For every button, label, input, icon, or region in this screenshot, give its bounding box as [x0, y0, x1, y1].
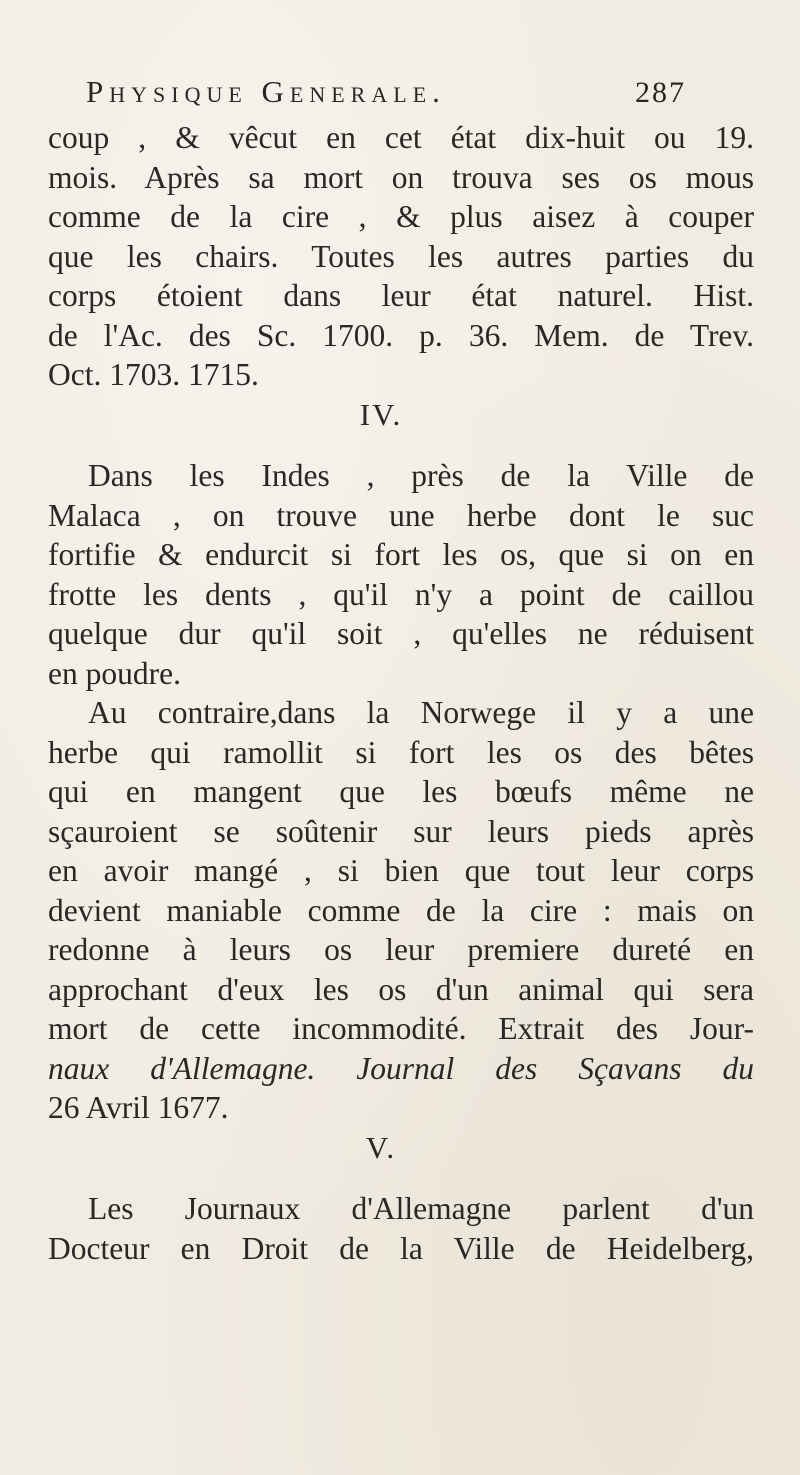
text-line: herbe qui ramollit si fort les os des bêtes [48, 734, 754, 770]
page-number: 287 [635, 76, 686, 109]
spacer [48, 1167, 754, 1189]
text-line: Malaca , on trouve une herbe dont le suc [48, 497, 754, 533]
text-line: frotte les dents , qu'il n'y a point de caillou [48, 576, 754, 612]
text-line: approchant d'eux les os d'un animal qui sera [48, 971, 754, 1007]
text-line: Au contraire,dans la Norwege il y a une [88, 695, 754, 730]
text-line: corps étoient dans leur état naturel. Hist. [48, 278, 754, 313]
text-line: comme de la cire , & plus aisez à couper [48, 199, 754, 234]
text-line: sçauroient se soûtenir sur leurs pieds après [48, 813, 754, 849]
running-title: Physique Generale. [86, 74, 446, 109]
body-text [48, 118, 754, 1268]
text-line: Dans les Indes , près de la Ville de [88, 458, 754, 493]
text-line: qui en mangent que les bœufs même ne [48, 774, 754, 809]
text-line: quelque dur qu'il soit , qu'elles ne réduisent [48, 616, 754, 651]
text-line: mois. Après sa mort on trouva ses os mous [48, 159, 754, 195]
text-line: devient maniable comme de la cire : mais on [48, 892, 754, 928]
text-line: redonne à leurs os leur premiere dureté en [48, 932, 754, 967]
text-line: Docteur en Droit de la Ville de Heidelberg, [48, 1230, 754, 1266]
page-header [86, 74, 686, 120]
text-line: en avoir mangé , si bien que tout leur corps [48, 853, 754, 888]
text-line: coup , & vêcut en cet état dix-huit ou 19. [48, 120, 754, 155]
text-line: Les Journaux d'Allemagne parlent d'un [88, 1191, 754, 1226]
section-number-v: V. [365, 1129, 397, 1165]
text-line: Oct. 1703. 1715. [48, 357, 259, 392]
section-number-iv: IV. [359, 396, 403, 432]
text-line: naux d'Allemagne. Journal des Sçavans du [48, 1050, 754, 1086]
text-line: que les chairs. Toutes les autres parties du [48, 238, 754, 274]
text-line: de l'Ac. des Sc. 1700. p. 36. Mem. de Trev. [48, 317, 754, 353]
text-line: en poudre. [48, 655, 181, 691]
text-line: mort de cette incommodité. Extrait des Jour- [48, 1011, 754, 1046]
text-line: 26 Avril 1677. [48, 1090, 229, 1125]
text-line: fortifie & endurcit si fort les os, que si on en [48, 537, 754, 572]
spacer [48, 434, 754, 456]
